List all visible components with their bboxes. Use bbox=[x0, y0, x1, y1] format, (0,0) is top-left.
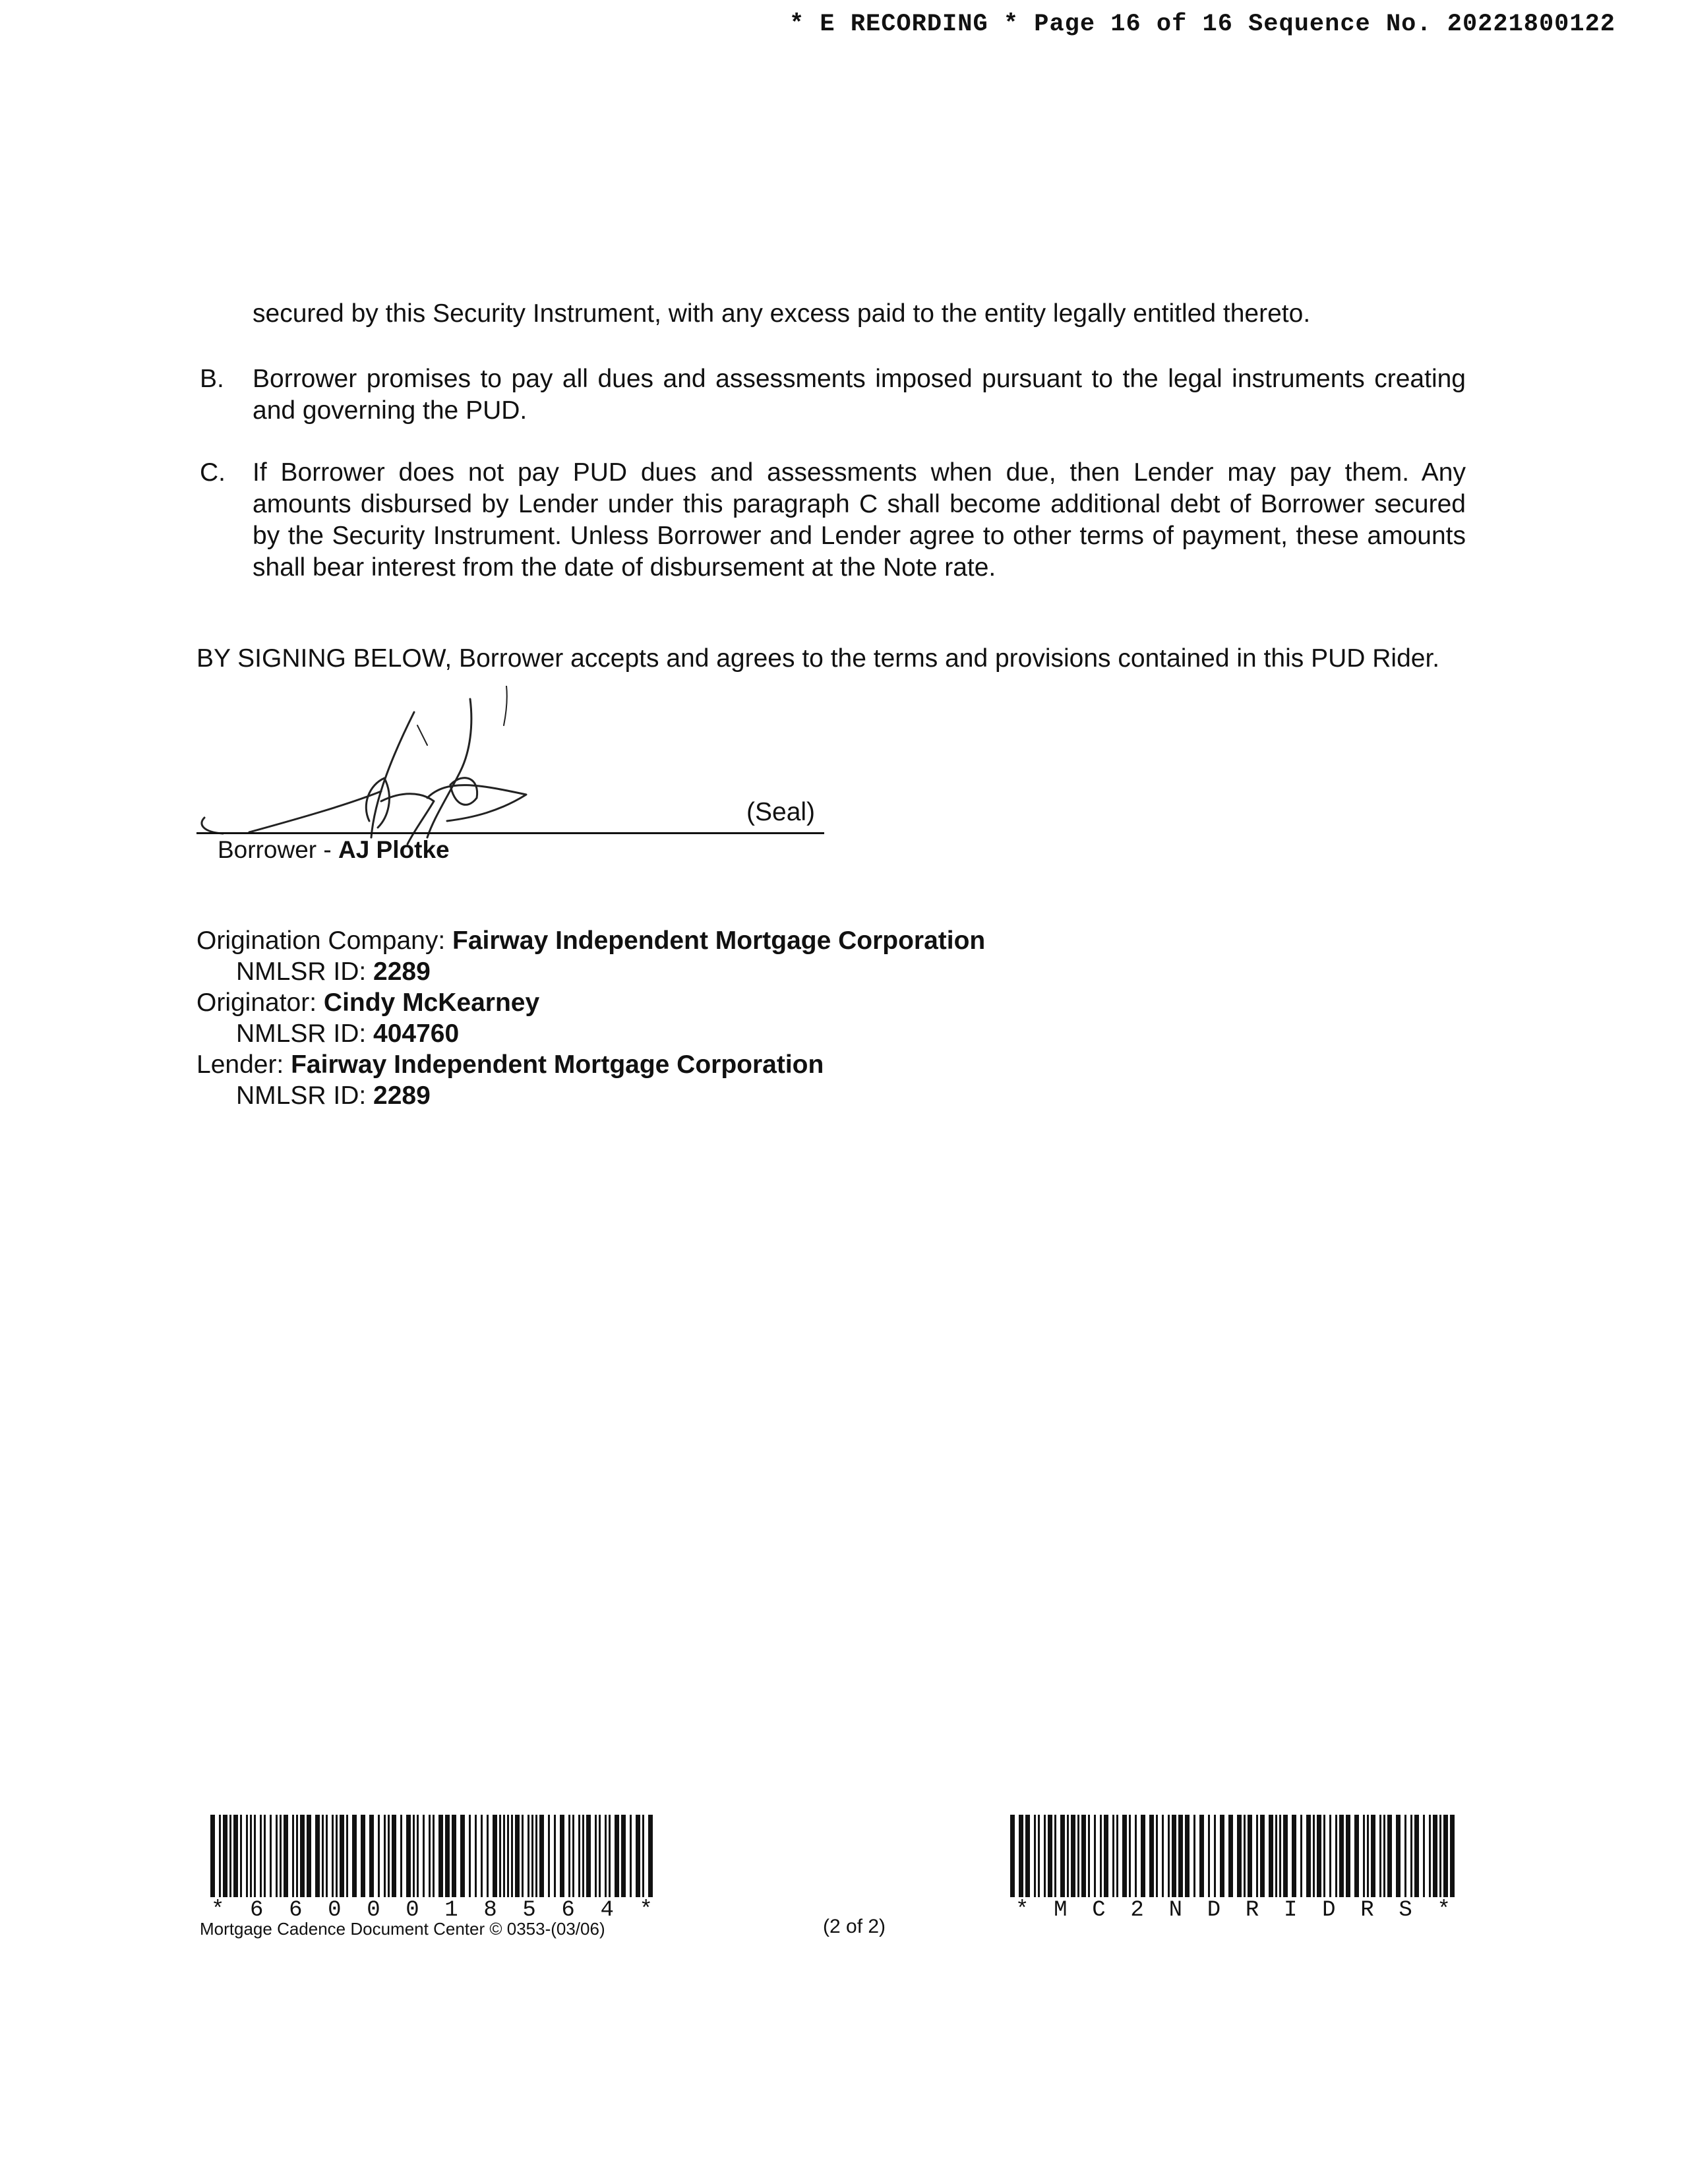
barcode-right-char: C bbox=[1092, 1898, 1106, 1923]
barcode-left-bar bbox=[460, 1815, 465, 1897]
barcode-right-bar bbox=[1260, 1815, 1265, 1897]
barcode-right-char: * bbox=[1015, 1898, 1029, 1923]
barcode-right-bar bbox=[1387, 1815, 1392, 1897]
barcode-left-bar bbox=[270, 1815, 272, 1897]
barcode-right-bar bbox=[1149, 1815, 1154, 1897]
barcode-left-bar bbox=[260, 1815, 262, 1897]
barcode-left-bar bbox=[511, 1815, 513, 1897]
barcode-right-bar bbox=[1256, 1815, 1258, 1897]
barcode-right-bar bbox=[1116, 1815, 1118, 1897]
barcode-right-bar bbox=[1122, 1815, 1127, 1897]
barcode-left-char: 4 bbox=[600, 1898, 614, 1923]
barcode-left-bar bbox=[609, 1815, 611, 1897]
barcode-left-bar bbox=[433, 1815, 435, 1897]
barcode-right-bar bbox=[1162, 1815, 1164, 1897]
barcode-left-char: 6 bbox=[250, 1898, 264, 1923]
barcode-right-bar bbox=[1329, 1815, 1331, 1897]
barcode-left-bar bbox=[336, 1815, 338, 1897]
borrower-caption bbox=[218, 836, 450, 864]
barcode-right-bar bbox=[1396, 1815, 1401, 1897]
barcode-left-bar bbox=[413, 1815, 415, 1897]
lender-value: Fairway Independent Mortgage Corporation bbox=[291, 1050, 824, 1079]
barcode-right-bar bbox=[1404, 1815, 1406, 1897]
barcode-left-bar bbox=[250, 1815, 252, 1897]
barcode-right-bar bbox=[1178, 1815, 1183, 1897]
barcode-left-bar bbox=[233, 1815, 238, 1897]
barcode-left-bar bbox=[219, 1815, 221, 1897]
barcode-right-bar bbox=[1220, 1815, 1224, 1897]
barcode-left-bar bbox=[568, 1815, 570, 1897]
barcode-right-bar bbox=[1034, 1815, 1036, 1897]
barcode-right-bar bbox=[1354, 1815, 1359, 1897]
barcode-left-bar bbox=[535, 1815, 537, 1897]
lender-row bbox=[196, 1049, 985, 1080]
barcode-right-bar bbox=[1010, 1815, 1015, 1897]
barcode-right-bar bbox=[1363, 1815, 1365, 1897]
barcode-right-char: I bbox=[1283, 1898, 1298, 1923]
lender-nmlsr-label: NMLSR ID: bbox=[236, 1081, 374, 1110]
barcode-left-bar bbox=[642, 1815, 644, 1897]
barcode-right-bar bbox=[1129, 1815, 1131, 1897]
barcode-right-bar bbox=[1283, 1815, 1288, 1897]
barcode-left-bar bbox=[332, 1815, 334, 1897]
barcode-right-bar bbox=[1248, 1815, 1252, 1897]
barcode-right-bar bbox=[1339, 1815, 1344, 1897]
barcode-left-bar bbox=[445, 1815, 450, 1897]
barcode-left-bar bbox=[636, 1815, 640, 1897]
barcode-left-bar bbox=[307, 1815, 311, 1897]
barcode-right-bar bbox=[1077, 1815, 1079, 1897]
barcode-left-bar bbox=[515, 1815, 520, 1897]
barcode-left-char: 6 bbox=[561, 1898, 575, 1923]
barcode-right-char: N bbox=[1168, 1898, 1182, 1923]
barcode-left-bar bbox=[429, 1815, 431, 1897]
barcode-left-bar bbox=[531, 1815, 533, 1897]
item-b-text: Borrower promises to pay all dues and assessments imposed pursuant to the legal instruments creating and governing the PUD. bbox=[253, 365, 1466, 425]
barcode-left-char: * bbox=[639, 1898, 653, 1923]
item-c-text: If Borrower does not pay PUD dues and assessments when due, then Lender may pay them. Any amounts disbursed by Lender under this paragraph C shall become additional debt of Borrower secured by the Security Instrument. Unless Borrower and Lender agree to other terms of payment, these amounts shall bear interest from the date of disbursement at the Note rate. bbox=[253, 458, 1466, 582]
barcode-right-char: D bbox=[1322, 1898, 1336, 1923]
barcode-left-bar bbox=[578, 1815, 580, 1897]
barcode-left-bar bbox=[503, 1815, 505, 1897]
barcode-left-bar bbox=[438, 1815, 443, 1897]
barcode-left-bar bbox=[560, 1815, 564, 1897]
barcode-left-bar bbox=[539, 1815, 544, 1897]
barcode-left-char: 0 bbox=[406, 1898, 419, 1923]
signature-block bbox=[196, 686, 829, 870]
barcode-right-bar bbox=[1172, 1815, 1176, 1897]
barcode-right-bar bbox=[1323, 1815, 1325, 1897]
lender-nmlsr-row bbox=[196, 1080, 985, 1111]
barcode-left-bar bbox=[384, 1815, 386, 1897]
barcode-right-bar bbox=[1208, 1815, 1210, 1897]
barcode-right-bar bbox=[1071, 1815, 1075, 1897]
barcode-right-char: 2 bbox=[1130, 1898, 1144, 1923]
barcode-left bbox=[209, 1815, 657, 1907]
barcode-right-bar bbox=[1450, 1815, 1455, 1897]
barcode-left-bar bbox=[417, 1815, 419, 1897]
barcode-left-bar bbox=[378, 1815, 380, 1897]
barcode-right-char: D bbox=[1207, 1898, 1221, 1923]
barcode-left-bar bbox=[595, 1815, 597, 1897]
barcode-right-bar bbox=[1275, 1815, 1277, 1897]
barcode-left-bar bbox=[229, 1815, 231, 1897]
barcode-right-bar bbox=[1346, 1815, 1350, 1897]
barcode-right-bar bbox=[1185, 1815, 1190, 1897]
barcode-right bbox=[1009, 1815, 1456, 1907]
originator-nmlsr-row bbox=[196, 1018, 985, 1049]
barcode-right-bar bbox=[1300, 1815, 1302, 1897]
barcode-left-bar bbox=[481, 1815, 483, 1897]
barcode-left-bar bbox=[406, 1815, 411, 1897]
barcode-left-char: 0 bbox=[328, 1898, 342, 1923]
barcode-left-bar bbox=[210, 1815, 215, 1897]
barcode-left-bar bbox=[246, 1815, 248, 1897]
borrower-name: AJ Plotke bbox=[338, 836, 450, 863]
barcode-left-bar bbox=[507, 1815, 509, 1897]
barcode-left-bar bbox=[300, 1815, 305, 1897]
barcode-right-bar bbox=[1019, 1815, 1023, 1897]
originator-nmlsr-label: NMLSR ID: bbox=[236, 1019, 374, 1048]
barcode-left-bar bbox=[528, 1815, 529, 1897]
origination-company-row bbox=[196, 925, 985, 956]
barcode-left-char: 6 bbox=[289, 1898, 303, 1923]
barcode-left-bar bbox=[280, 1815, 282, 1897]
item-c-label: C. bbox=[200, 458, 226, 487]
barcode-right-bar bbox=[1317, 1815, 1321, 1897]
barcode-left-char: 5 bbox=[522, 1898, 536, 1923]
item-b-label: B. bbox=[200, 365, 224, 393]
barcode-right-bar bbox=[1060, 1815, 1065, 1897]
barcode-right-bar bbox=[1306, 1815, 1311, 1897]
barcode-left-bar bbox=[284, 1815, 288, 1897]
barcode-right-bar bbox=[1081, 1815, 1086, 1897]
barcode-left-bar bbox=[240, 1815, 242, 1897]
barcode-left-bar bbox=[361, 1815, 365, 1897]
barcode-left-bar bbox=[572, 1815, 574, 1897]
barcode-right-bar bbox=[1371, 1815, 1375, 1897]
barcode-right-char: R bbox=[1360, 1898, 1374, 1923]
barcode-left-bar bbox=[423, 1815, 425, 1897]
barcode-right-bar bbox=[1044, 1815, 1046, 1897]
barcode-left-char: 1 bbox=[444, 1898, 458, 1923]
signing-statement: BY SIGNING BELOW, Borrower accepts and agrees to the terms and provisions contained in this PUD Rider. bbox=[196, 644, 1440, 673]
barcode-right-bar bbox=[1156, 1815, 1158, 1897]
barcode-right-bar bbox=[1414, 1815, 1419, 1897]
barcode-right-bar bbox=[1193, 1815, 1195, 1897]
barcode-right-bar bbox=[1279, 1815, 1281, 1897]
company-nmlsr-label: NMLSR ID: bbox=[236, 957, 374, 986]
barcode-left-bar bbox=[548, 1815, 550, 1897]
barcode-right-bar bbox=[1104, 1815, 1108, 1897]
barcode-left-bar bbox=[599, 1815, 601, 1897]
barcode-left-bar bbox=[322, 1815, 324, 1897]
barcode-right-bar bbox=[1244, 1815, 1246, 1897]
barcode-left-bar bbox=[648, 1815, 653, 1897]
barcode-right-char: M bbox=[1054, 1898, 1068, 1923]
barcode-right-bar bbox=[1112, 1815, 1114, 1897]
barcode-left-bar bbox=[493, 1815, 497, 1897]
barcode-left-bar bbox=[223, 1815, 227, 1897]
barcode-right-char: S bbox=[1399, 1898, 1412, 1923]
company-nmlsr-row bbox=[196, 956, 985, 987]
page-number: (2 of 2) bbox=[823, 1916, 886, 1937]
barcode-left-bar bbox=[264, 1815, 266, 1897]
barcode-right-char: R bbox=[1245, 1898, 1259, 1923]
barcode-right-bar bbox=[1067, 1815, 1069, 1897]
barcode-left-bar bbox=[352, 1815, 357, 1897]
barcode-right-text bbox=[1015, 1898, 1451, 1923]
barcode-left-bar bbox=[340, 1815, 344, 1897]
barcode-left-bar bbox=[615, 1815, 619, 1897]
signature-line bbox=[196, 832, 824, 834]
barcode-left-bar bbox=[369, 1815, 374, 1897]
continuation-paragraph: secured by this Security Instrument, with any excess paid to the entity legally entitled thereto. bbox=[253, 299, 1311, 328]
barcode-right-bar bbox=[1048, 1815, 1052, 1897]
barcode-left-bar bbox=[487, 1815, 489, 1897]
barcode-right-bar bbox=[1292, 1815, 1296, 1897]
barcode-right-bar bbox=[1214, 1815, 1216, 1897]
barcode-left-bar bbox=[276, 1815, 278, 1897]
barcode-left-bar bbox=[346, 1815, 348, 1897]
barcode-left-bar bbox=[326, 1815, 328, 1897]
barcode-left-bar bbox=[554, 1815, 556, 1897]
barcode-right-bar bbox=[1228, 1815, 1233, 1897]
barcode-right-bar bbox=[1429, 1815, 1431, 1897]
originator-value: Cindy McKearney bbox=[323, 988, 540, 1017]
barcode-right-bar bbox=[1439, 1815, 1441, 1897]
barcode-left-bar bbox=[605, 1815, 607, 1897]
barcode-left-bar bbox=[630, 1815, 632, 1897]
barcode-left-bar bbox=[292, 1815, 294, 1897]
barcode-left-bar bbox=[315, 1815, 320, 1897]
barcode-right-bar bbox=[1410, 1815, 1412, 1897]
barcode-left-bar bbox=[388, 1815, 390, 1897]
barcode-right-bar bbox=[1443, 1815, 1448, 1897]
seal-label: (Seal) bbox=[746, 798, 816, 826]
barcode-right-bar bbox=[1100, 1815, 1102, 1897]
barcode-right-bar bbox=[1168, 1815, 1170, 1897]
barcode-left-bar bbox=[582, 1815, 584, 1897]
barcode-left-char: 8 bbox=[483, 1898, 497, 1923]
originator-row bbox=[196, 987, 985, 1018]
barcode-left-bar bbox=[392, 1815, 396, 1897]
barcode-left-bar bbox=[296, 1815, 298, 1897]
barcode-left-bar bbox=[254, 1815, 256, 1897]
barcode-left-bar bbox=[522, 1815, 524, 1897]
company-nmlsr-value: 2289 bbox=[373, 957, 431, 986]
lender-label: Lender: bbox=[196, 1050, 291, 1079]
barcode-left-bar bbox=[499, 1815, 501, 1897]
barcode-right-bar bbox=[1433, 1815, 1437, 1897]
barcode-right-bar bbox=[1313, 1815, 1315, 1897]
barcode-right-bar bbox=[1135, 1815, 1137, 1897]
recording-header: * E RECORDING * Page 16 of 16 Sequence No. 20221800122 bbox=[789, 11, 1615, 38]
lender-nmlsr-value: 2289 bbox=[373, 1081, 431, 1110]
origination-company-value: Fairway Independent Mortgage Corporation bbox=[452, 926, 986, 955]
barcode-right-bar bbox=[1367, 1815, 1369, 1897]
barcode-left-bar bbox=[621, 1815, 626, 1897]
barcode-left-bar bbox=[586, 1815, 591, 1897]
barcode-right-bar bbox=[1054, 1815, 1056, 1897]
barcode-left-bar bbox=[469, 1815, 471, 1897]
barcode-left-char: * bbox=[211, 1898, 225, 1923]
barcode-right-bar bbox=[1379, 1815, 1381, 1897]
barcode-right-bar bbox=[1025, 1815, 1030, 1897]
barcode-left-bar bbox=[400, 1815, 402, 1897]
barcode-right-bar bbox=[1383, 1815, 1385, 1897]
barcode-right-bar bbox=[1335, 1815, 1337, 1897]
barcode-left-bar bbox=[452, 1815, 456, 1897]
document-center-footer: Mortgage Cadence Document Center © 0353-(03/06) bbox=[200, 1919, 605, 1939]
barcode-right-bar bbox=[1141, 1815, 1145, 1897]
barcode-right-bar bbox=[1237, 1815, 1242, 1897]
barcode-right-bar bbox=[1199, 1815, 1204, 1897]
originator-label: Originator: bbox=[196, 988, 324, 1017]
barcode-right-bar bbox=[1269, 1815, 1273, 1897]
origination-company-label: Origination Company: bbox=[196, 926, 453, 955]
barcode-left-bar bbox=[475, 1815, 477, 1897]
barcode-left-char: 0 bbox=[367, 1898, 380, 1923]
barcode-right-bar bbox=[1088, 1815, 1090, 1897]
origination-block bbox=[196, 925, 985, 1111]
borrower-prefix: Borrower - bbox=[218, 836, 338, 863]
barcode-right-bar bbox=[1094, 1815, 1096, 1897]
barcode-right-bar bbox=[1038, 1815, 1040, 1897]
barcode-right-bar bbox=[1423, 1815, 1425, 1897]
barcode-right-char: * bbox=[1437, 1898, 1451, 1923]
originator-nmlsr-value: 404760 bbox=[373, 1019, 460, 1048]
